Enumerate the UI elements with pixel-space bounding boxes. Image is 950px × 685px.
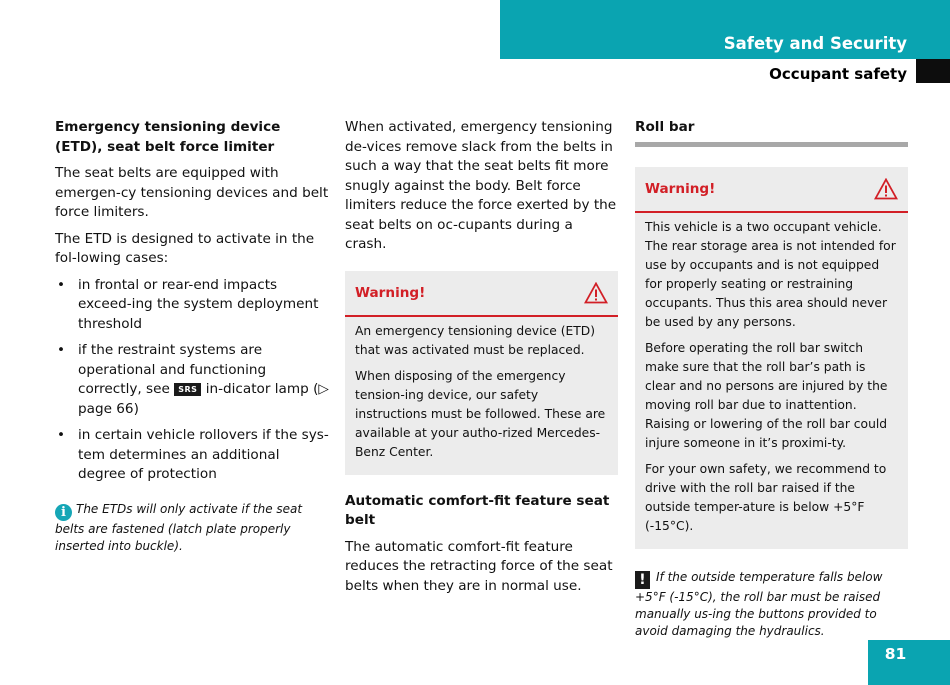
chapter-tab xyxy=(916,59,950,83)
etd-intro-paragraph: The seat belts are equipped with emergen-cy tensioning devices and belt force limiters. xyxy=(55,165,329,220)
warning-triangle-icon xyxy=(874,178,898,200)
subsection-title: Occupant safety xyxy=(769,65,907,83)
column-left xyxy=(55,118,329,555)
warning-header xyxy=(345,271,618,317)
comfort-fit-heading: Automatic comfort-fit feature seat belt xyxy=(345,492,610,528)
bullet-text: in-dicator lamp (▷ page 66) xyxy=(78,381,329,417)
srs-indicator-icon: SRS xyxy=(174,383,201,396)
warning-triangle-icon xyxy=(584,282,608,304)
info-icon: i xyxy=(55,504,72,521)
warning-header xyxy=(635,167,908,213)
column-middle xyxy=(345,118,618,603)
comfort-fit-paragraph: The automatic comfort-fit feature reduces the retracting force of the seat belts when they are in normal use. xyxy=(345,538,613,594)
bullet-dot: • xyxy=(57,427,66,443)
etd-cases-list xyxy=(55,276,329,485)
bullet-dot: • xyxy=(57,276,66,293)
bullet-text: in frontal or rear-end impacts exceed-ing the system deployment threshold xyxy=(78,276,319,332)
list-item xyxy=(55,341,329,419)
caution-icon: ! xyxy=(635,571,650,589)
etd-warning-box xyxy=(345,271,618,475)
bullet-dot: • xyxy=(57,342,66,358)
warning-body xyxy=(635,213,908,549)
warning-paragraph: When disposing of the emergency tension-ing device, our safety instructions must be followed. These are available at your autho-rized Mercedes-Benz Center. xyxy=(355,368,606,459)
column-right xyxy=(635,118,908,640)
etd-heading: Emergency tensioning device (ETD), seat belt force limiter xyxy=(55,119,281,155)
heading-rule xyxy=(635,142,908,147)
info-note-text: The ETDs will only activate if the seat belts are fastened (latch plate properly inserted into buckle). xyxy=(55,501,303,553)
warning-title: Warning! xyxy=(645,180,716,197)
warning-paragraph: This vehicle is a two occupant vehicle. The rear storage area is not intended for use by occupants and is not equipped for properly seating or restraining occupants. Thus this area should never be used by any persons. xyxy=(645,219,896,329)
warning-paragraph: An emergency tensioning device (ETD) that was activated must be replaced. xyxy=(355,323,596,357)
page-number: 81 xyxy=(884,645,907,663)
warning-paragraph: For your own safety, we recommend to drive with the roll bar raised if the outside temper-ature is below +5°F (-15°C). xyxy=(645,461,887,533)
caution-note xyxy=(635,569,908,640)
warning-paragraph: Before operating the roll bar switch make sure that the roll bar’s path is clear and no persons are injured by the moving roll bar due to inattention. Raising or lowering of the roll bar could injure someone in it’s proximi-ty. xyxy=(645,340,888,450)
bullet-text: in certain vehicle rollovers if the sys-tem determines an additional degree of protection xyxy=(78,427,329,482)
etd-activation-paragraph: When activated, emergency tensioning de-vices remove slack from the belts in such a way that the seat belts fit more snugly against the body. Belt force limiters reduce the force exerted by the seat belts on oc-cupants during a crash. xyxy=(345,119,617,252)
etd-cases-paragraph: The ETD is designed to activate in the fol-lowing cases: xyxy=(55,230,315,266)
warning-body xyxy=(345,317,618,475)
warning-title: Warning! xyxy=(355,284,426,301)
bullet-text: if the restraint systems are operational and functioning correctly, see xyxy=(78,342,267,397)
roll-bar-warning-box xyxy=(635,167,908,549)
caution-note-text: If the outside temperature falls below +5°F (-15°C), the roll bar must be raised manually us-ing the buttons provided to avoid damaging the hydraulics. xyxy=(635,569,883,638)
list-item xyxy=(55,426,329,485)
list-item xyxy=(55,276,329,335)
roll-bar-heading: Roll bar xyxy=(635,119,695,135)
section-title: Safety and Security xyxy=(723,34,907,53)
info-note xyxy=(55,501,329,555)
